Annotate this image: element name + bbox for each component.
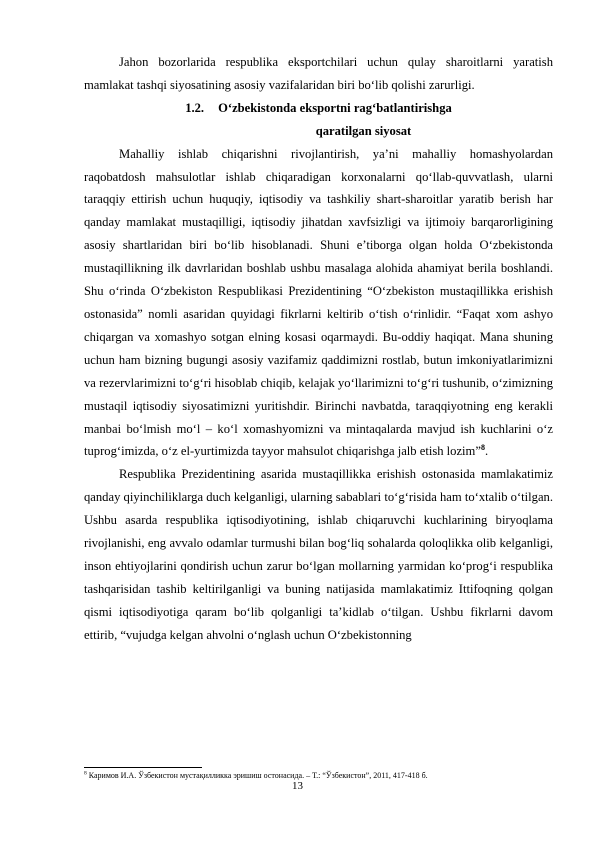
page-body bbox=[84, 51, 553, 647]
footnote-mark: 8 bbox=[84, 770, 87, 777]
footnote-reference: 8 bbox=[480, 443, 485, 453]
section-title-line2: qaratilgan siyosat bbox=[315, 123, 412, 138]
section-number: 1.2. bbox=[185, 100, 205, 115]
section-title-line1: O‘zbekistonda eksportni rag‘batlantirishga bbox=[218, 100, 452, 115]
body-paragraph-1-text: Mahalliy ishlab chiqarishni rivojlantirish, ya’ni mahalliy homashyolardan raqobatdosh mahsulotlar ishlab chiqaradigan korxonalarni qo‘llab-quvvatlash, ularni taraqqiy ettirish uchun huquqiy, iqtisodiy va tashkiliy shart-sharoitlar yaratib berish har qanday mamlakat mustaqilligi, iqtisodiy jihatdan xavfsizligi va ijtimoiy barqarorligining asosiy shartlaridan biri bo‘lib hisoblanadi. Shuni e’tiborga olgan holda O‘zbekistonda mustaqillikning ilk davrlaridan boshlab ushbu masalaga alohida ahamiyat berila boshlandi. Shu o‘rinda O‘zbekiston Respublikasi Prezidentining “O‘zbekiston mustaqillikka erishish ostonasida” nomli asaridan quyidagi fikrlarni keltirib o‘tish o‘rinlidir. “Faqat xom ashyo chiqargan va xomashyo sotgan elning kosasi oqarmaydi. Bu-oddiy haqiqat. Mana shuning uchun ham bizning bugungi asosiy vazifamiz qaddimizni rostlab, butun imkoniyatlarimizni va rezervlarimizni to‘g‘ri hisoblab chiqib, kelajak yo‘llarimizni to‘g‘ri tushunib, o‘zimizning mustaqil iqtisodiy siyosatimizni yuritishdir. Birinchi navbatda, taraqqiyotning eng kerakli manbai bo‘lmish mo‘l – ko‘l xomashyomizni va mintaqalarda mavjud ish kuchlarini o‘z tuprog‘imizda, o‘z el-yurtimizda tayyor mahsulot chiqarishga jalb etish lozim” bbox=[84, 146, 553, 459]
footnote-divider bbox=[84, 767, 202, 768]
footnote-text: Каримов И.А. Ўзбекистон мустақилликка эришиш остонасида. – Т.: “Ўзбекистон”, 2011, 417-418 б. bbox=[88, 771, 428, 780]
intro-paragraph: Jahon bozorlarida respublika eksportchilari uchun qulay sharoitlarni yaratish mamlakat tashqi siyosatining asosiy vazifalaridan biri bo‘lib qolishi zarurligi. bbox=[84, 55, 553, 92]
body-paragraph-2: Respublika Prezidentining asarida mustaqillikka erishish ostonasida mamlakatimiz qanday qiyinchiliklarga duch kelganligi, ularning sabablari to‘g‘risida ham to‘xtalib o‘tilgan. Ushbu asarda respublika iqtisodiyotining, ishlab chiqaruvchi kuchlarining biryoqlama rivojlanishi, eng avvalo odamlar turmushi bilan bog‘liq sohalarda qoloqlikka olib kelganligi, inson ehtiyojlarini qondirish uchun zarur bo‘lgan mollarning yarmidan ko‘prog‘i respublika tashqarisidan tashib keltirilganligi va buning natijasida mamlakatimiz Ittifoqning qolgan qismi iqtisodiyotiga qaram bo‘lib qolganligi ta’kidlab o‘tilgan. Ushbu fikrlarni davom ettirib, “vujudga kelgan ahvolni o‘nglash uchun O‘zbekistonning bbox=[84, 467, 553, 642]
section-heading bbox=[84, 97, 553, 120]
page-number: 13 bbox=[292, 780, 303, 792]
body-paragraph-1-end: . bbox=[484, 444, 489, 459]
body-paragraph-1 bbox=[84, 143, 553, 464]
